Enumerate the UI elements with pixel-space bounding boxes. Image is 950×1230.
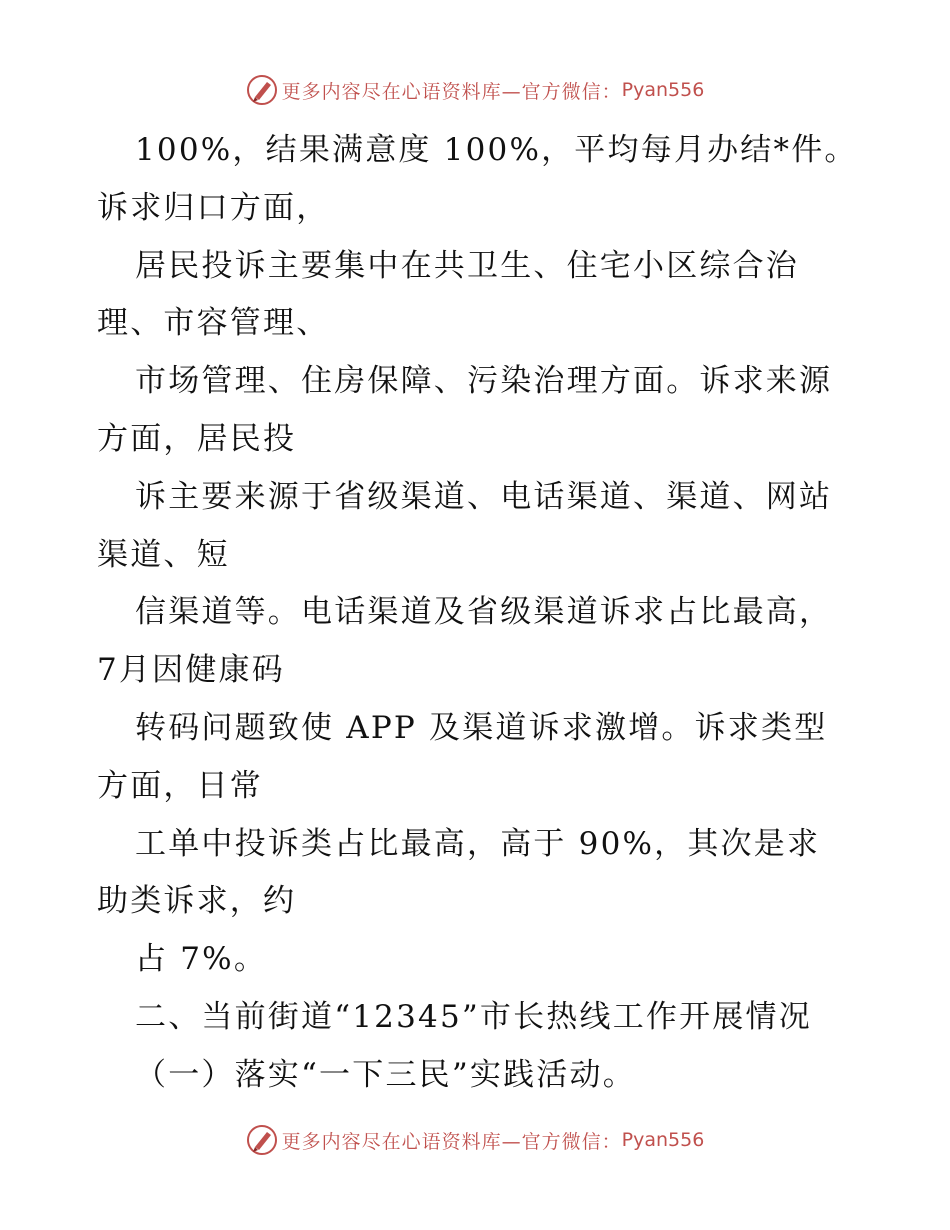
pen-logo-icon — [246, 74, 278, 106]
text-line: 理、市容管理、 — [97, 305, 330, 342]
watermark-handle: Pyan556 — [621, 79, 705, 101]
text-line: 占 7%。 — [135, 941, 268, 978]
document-body — [97, 122, 877, 1105]
text-line: 100%，结果满意度 100%，平均每月办结*件。 — [135, 132, 858, 168]
text-line: 方面，日常 — [97, 767, 263, 804]
watermark-text: 更多内容尽在心语资料库—官方微信： — [281, 80, 622, 103]
text-line: 7月因健康码 — [97, 652, 285, 689]
text-line: 诉主要来源于省级渠道、电话渠道、渠道、网站 — [135, 478, 833, 515]
watermark-handle: Pyan556 — [621, 1129, 705, 1151]
text-line: 诉求归口方面， — [97, 189, 330, 226]
text-line: 助类诉求，约 — [97, 883, 297, 920]
section-heading: 二、当前街道“12345”市长热线工作开展情况 — [135, 998, 812, 1035]
footer-watermark — [0, 1124, 950, 1156]
pen-logo-icon — [246, 1124, 278, 1156]
subsection-heading: （一）落实“一下三民”实践活动。 — [135, 1056, 636, 1093]
header-watermark — [0, 74, 950, 106]
watermark-text: 更多内容尽在心语资料库—官方微信： — [281, 1130, 622, 1153]
text-line: 市场管理、住房保障、污染治理方面。诉求来源 — [135, 363, 833, 400]
text-line: 转码问题致使 APP 及渠道诉求激增。诉求类型 — [135, 709, 828, 746]
text-line: 渠道、短 — [97, 536, 230, 573]
text-line: 信渠道等。电话渠道及省级渠道诉求占比最高， — [135, 594, 833, 631]
text-line: 居民投诉主要集中在共卫生、住宅小区综合治 — [135, 247, 799, 284]
text-line: 工单中投诉类占比最高，高于 90%，其次是求 — [135, 825, 821, 862]
text-line: 方面，居民投 — [97, 420, 297, 457]
